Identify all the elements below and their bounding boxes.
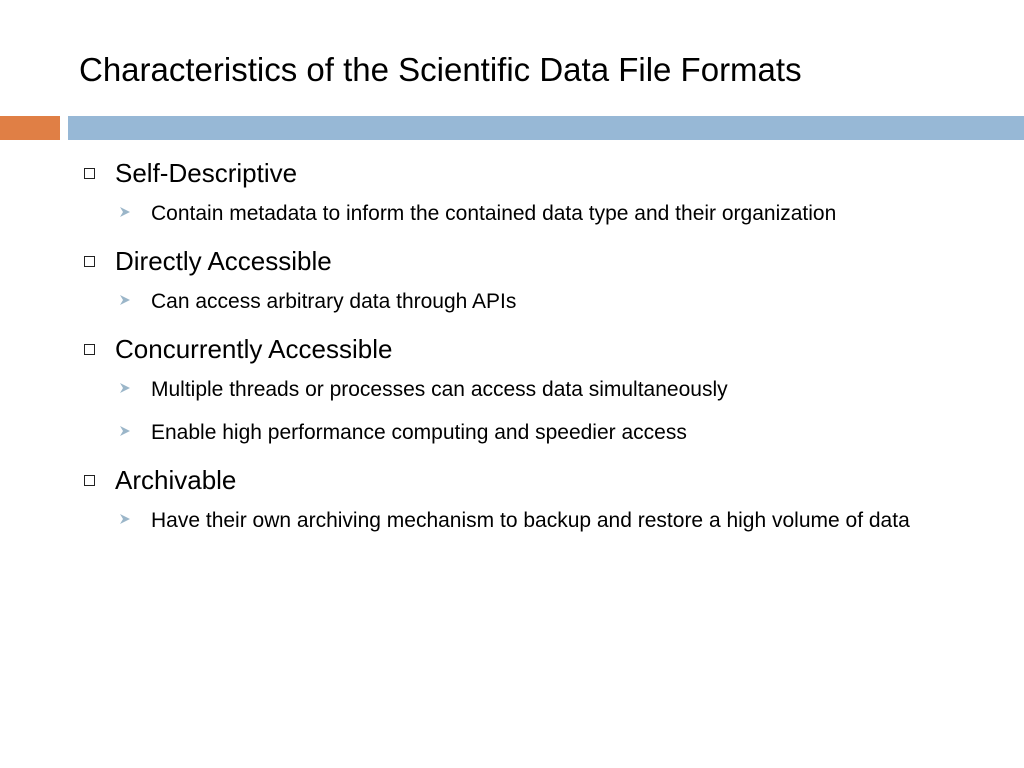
arrow-bullet-icon <box>119 206 131 218</box>
sub-bullet-item <box>119 416 979 450</box>
sub-bullet-item <box>119 285 979 319</box>
bullet-item <box>79 243 979 319</box>
square-bullet-icon <box>84 256 95 267</box>
arrow-bullet-icon <box>119 382 131 394</box>
sub-bullet-item <box>119 197 979 231</box>
sub-bullet-text: Enable high performance computing and speedier access <box>151 421 687 444</box>
square-bullet-icon <box>84 475 95 486</box>
bullet-text: Concurrently Accessible <box>115 334 393 364</box>
arrow-bullet-icon <box>119 294 131 306</box>
bullet-text: Self-Descriptive <box>115 158 298 188</box>
arrow-bullet-icon <box>119 425 131 437</box>
sub-bullet-text: Multiple threads or processes can access data simultaneously <box>151 378 728 401</box>
sub-bullet-item <box>119 504 979 538</box>
square-bullet-icon <box>84 344 95 355</box>
sub-bullet-text: Have their own archiving mechanism to backup and restore a high volume of data <box>151 509 910 532</box>
sub-bullet-text: Contain metadata to inform the contained data type and their organization <box>151 202 837 225</box>
bullet-text: Directly Accessible <box>115 246 332 276</box>
title-divider-bar <box>68 116 1024 140</box>
title-accent-bar <box>0 116 60 140</box>
sub-bullet-text: Can access arbitrary data through APIs <box>151 290 517 313</box>
bullet-item <box>79 155 979 231</box>
arrow-bullet-icon <box>119 513 131 525</box>
slide-title: Characteristics of the Scientific Data File Formats <box>79 51 802 88</box>
bullet-text: Archivable <box>115 465 237 495</box>
square-bullet-icon <box>84 168 95 179</box>
bullet-list <box>79 155 979 550</box>
sub-bullet-item <box>119 373 979 407</box>
bullet-item <box>79 462 979 538</box>
bullet-item <box>79 331 979 450</box>
